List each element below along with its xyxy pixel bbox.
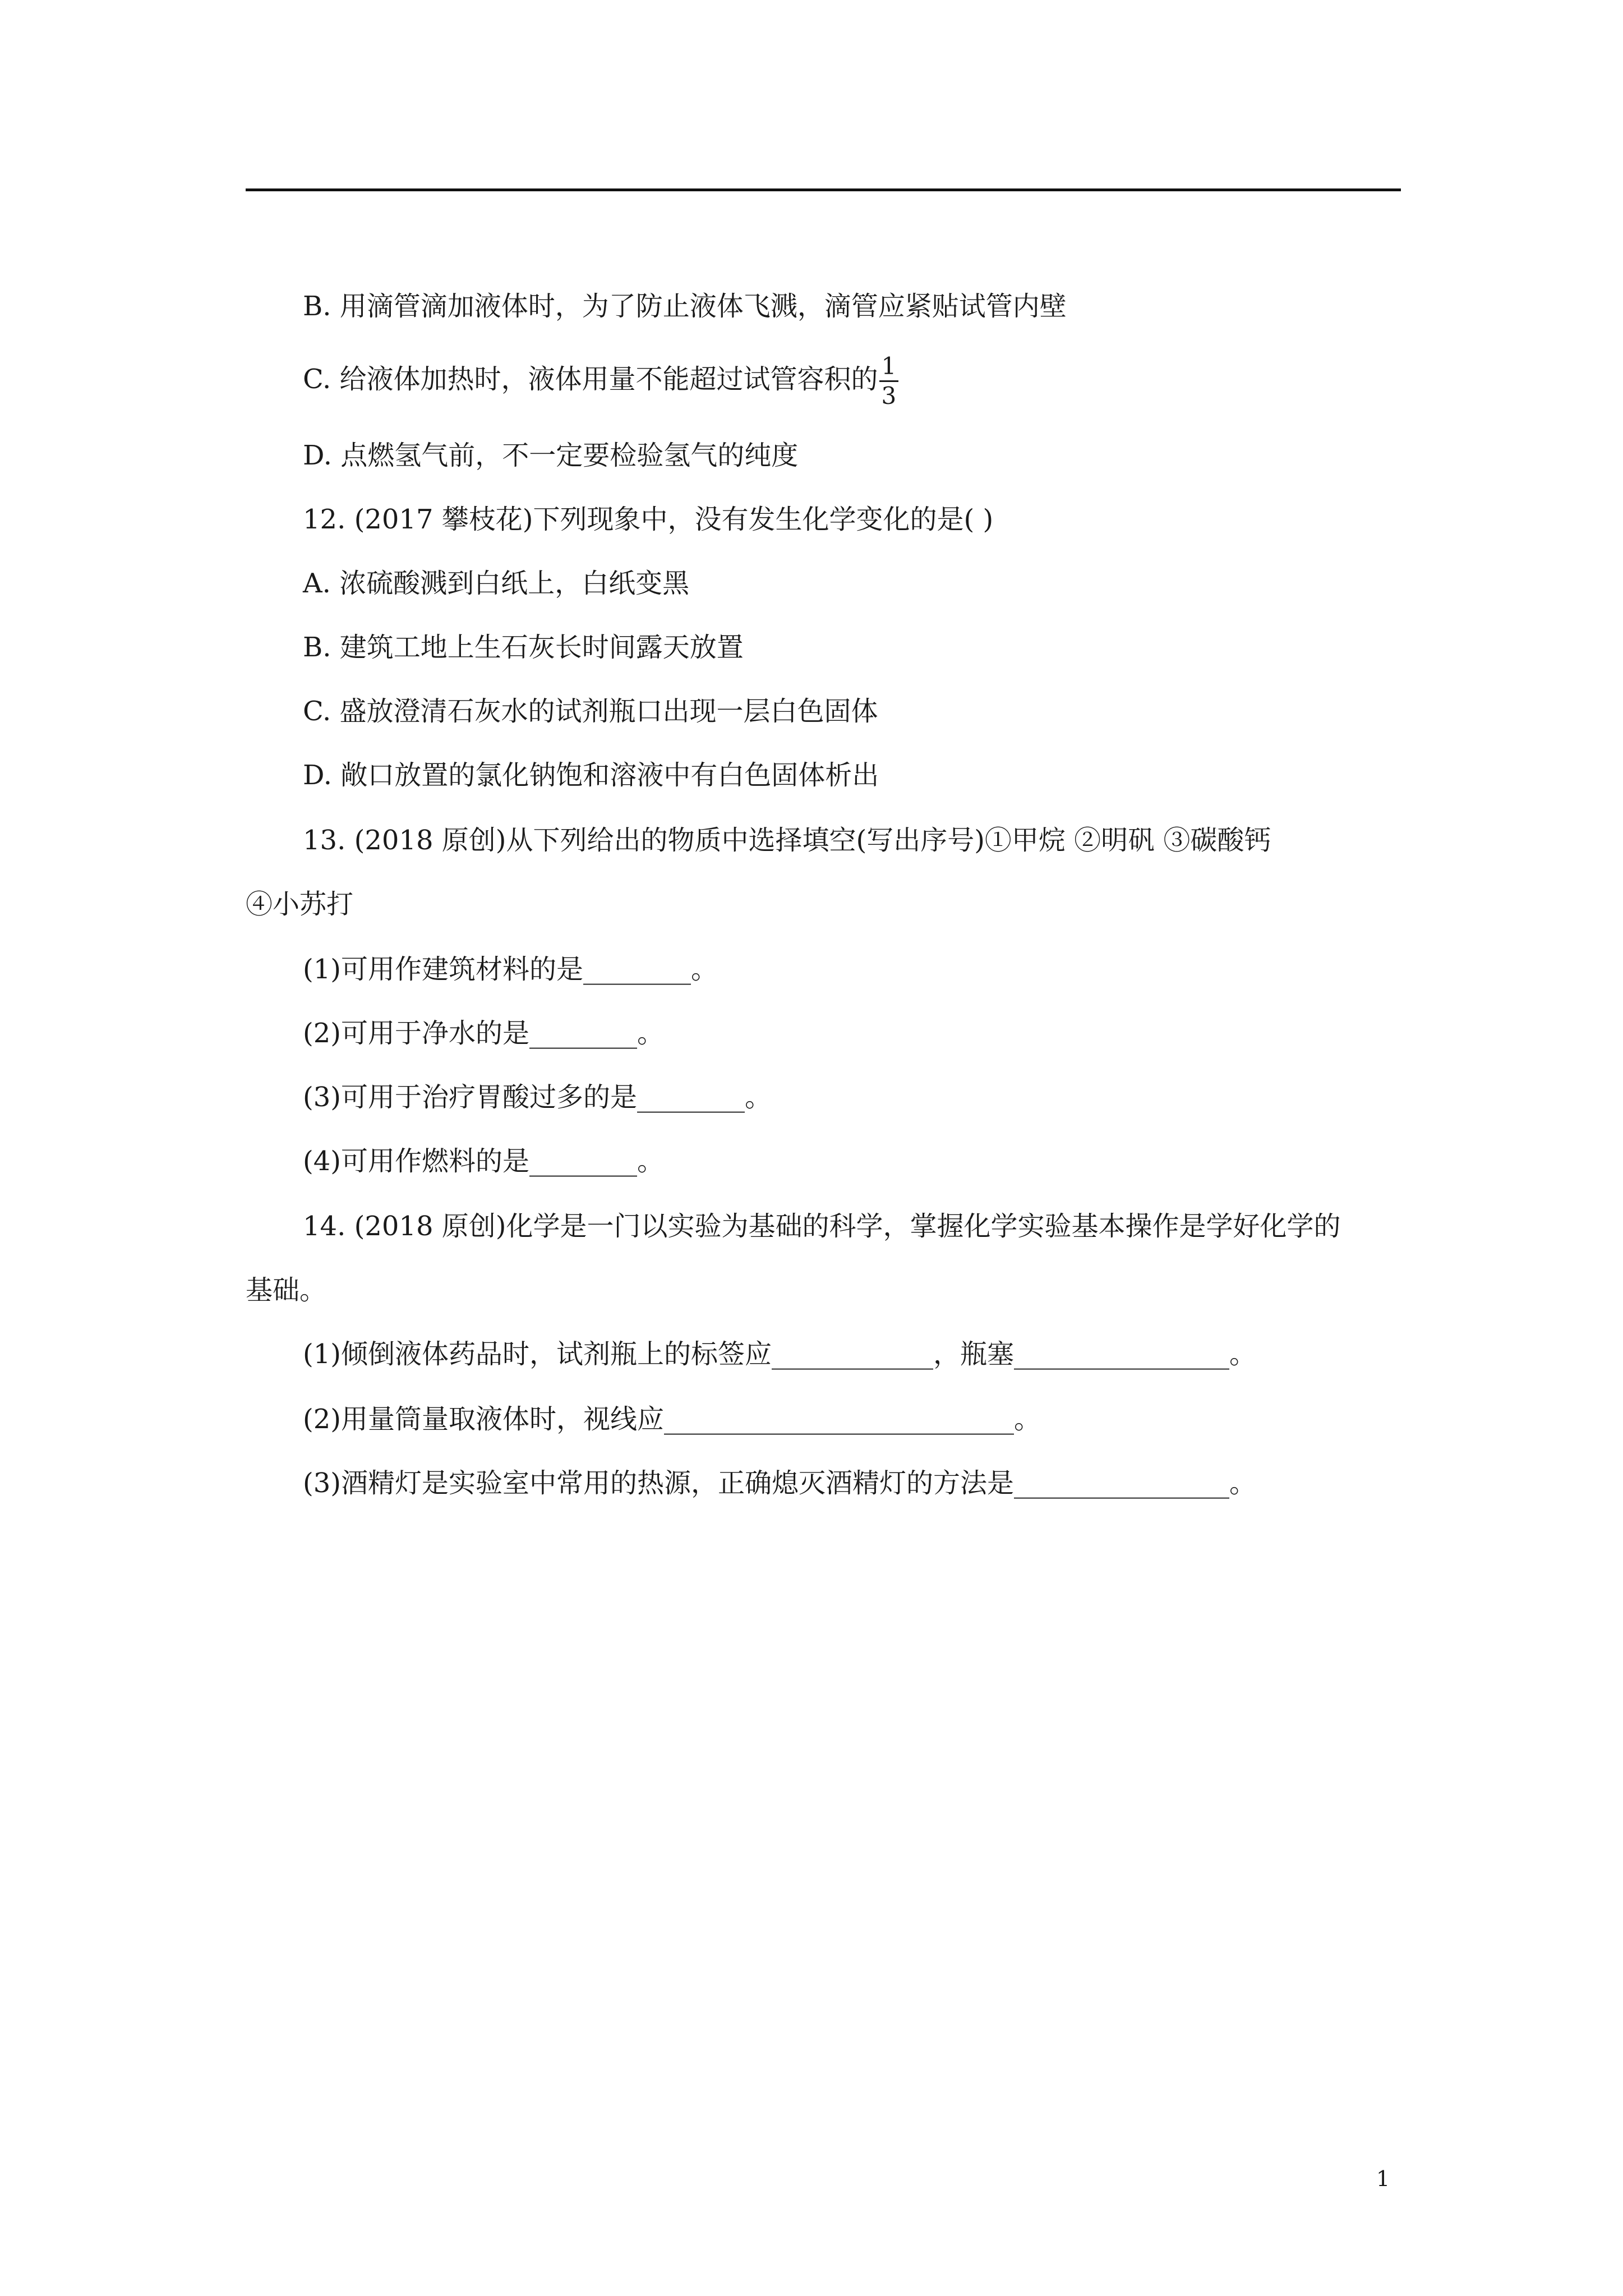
q13-sub1: (1)可用作建筑材料的是________。 xyxy=(303,954,718,985)
fraction-denominator: 3 xyxy=(881,382,897,409)
q13-sub2: (2)可用于净水的是________。 xyxy=(303,1018,664,1049)
q14-stem-line1: 14. (2018 原创)化学是一门以实验为基础的科学，掌握化学实验基本操作是学好化学的 xyxy=(303,1211,1341,1242)
header-rule xyxy=(246,188,1401,191)
q13-sub4: (4)可用作燃料的是________。 xyxy=(303,1145,664,1177)
q13-stem-line1: 13. (2018 原创)从下列给出的物质中选择填空(写出序号)①甲烷 ②明矾 ③碳酸钙 xyxy=(303,825,1271,856)
q14-sub3: (3)酒精灯是实验室中常用的热源，正确熄灭酒精灯的方法是________________。 xyxy=(303,1467,1256,1499)
fraction-one-third xyxy=(879,352,899,410)
q14-stem-line2: 基础。 xyxy=(246,1274,327,1306)
q14-sub2: (2)用量筒量取液体时，视线应__________________________。 xyxy=(303,1404,1041,1435)
q11-option-d: D. 点燃氢气前，不一定要检验氢气的纯度 xyxy=(303,440,799,471)
fraction-numerator: 1 xyxy=(879,352,899,382)
q12-option-d: D. 敞口放置的氯化钠饱和溶液中有白色固体析出 xyxy=(303,760,879,791)
q12-option-c: C. 盛放澄清石灰水的试剂瓶口出现一层白色固体 xyxy=(303,696,878,727)
q13-sub3: (3)可用于治疗胃酸过多的是________。 xyxy=(303,1082,772,1113)
page-number: 1 xyxy=(1376,2166,1390,2191)
q12-option-b: B. 建筑工地上生石灰长时间露天放置 xyxy=(303,632,744,663)
q11-option-c xyxy=(303,352,898,410)
q13-stem-line2: ④小苏打 xyxy=(246,889,354,920)
q14-sub1: (1)倾倒液体药品时，试剂瓶上的标签应____________，瓶塞________________。 xyxy=(303,1338,1256,1370)
q11-option-b: B. 用滴管滴加液体时，为了防止液体飞溅，滴管应紧贴试管内壁 xyxy=(303,291,1067,322)
q12-option-a: A. 浓硫酸溅到白纸上，白纸变黑 xyxy=(303,568,690,599)
q12-stem: 12. (2017 攀枝花)下列现象中，没有发生化学变化的是( ) xyxy=(303,504,994,535)
q11-option-c-text: C. 给液体加热时，液体用量不能超过试管容积的 xyxy=(303,364,878,395)
